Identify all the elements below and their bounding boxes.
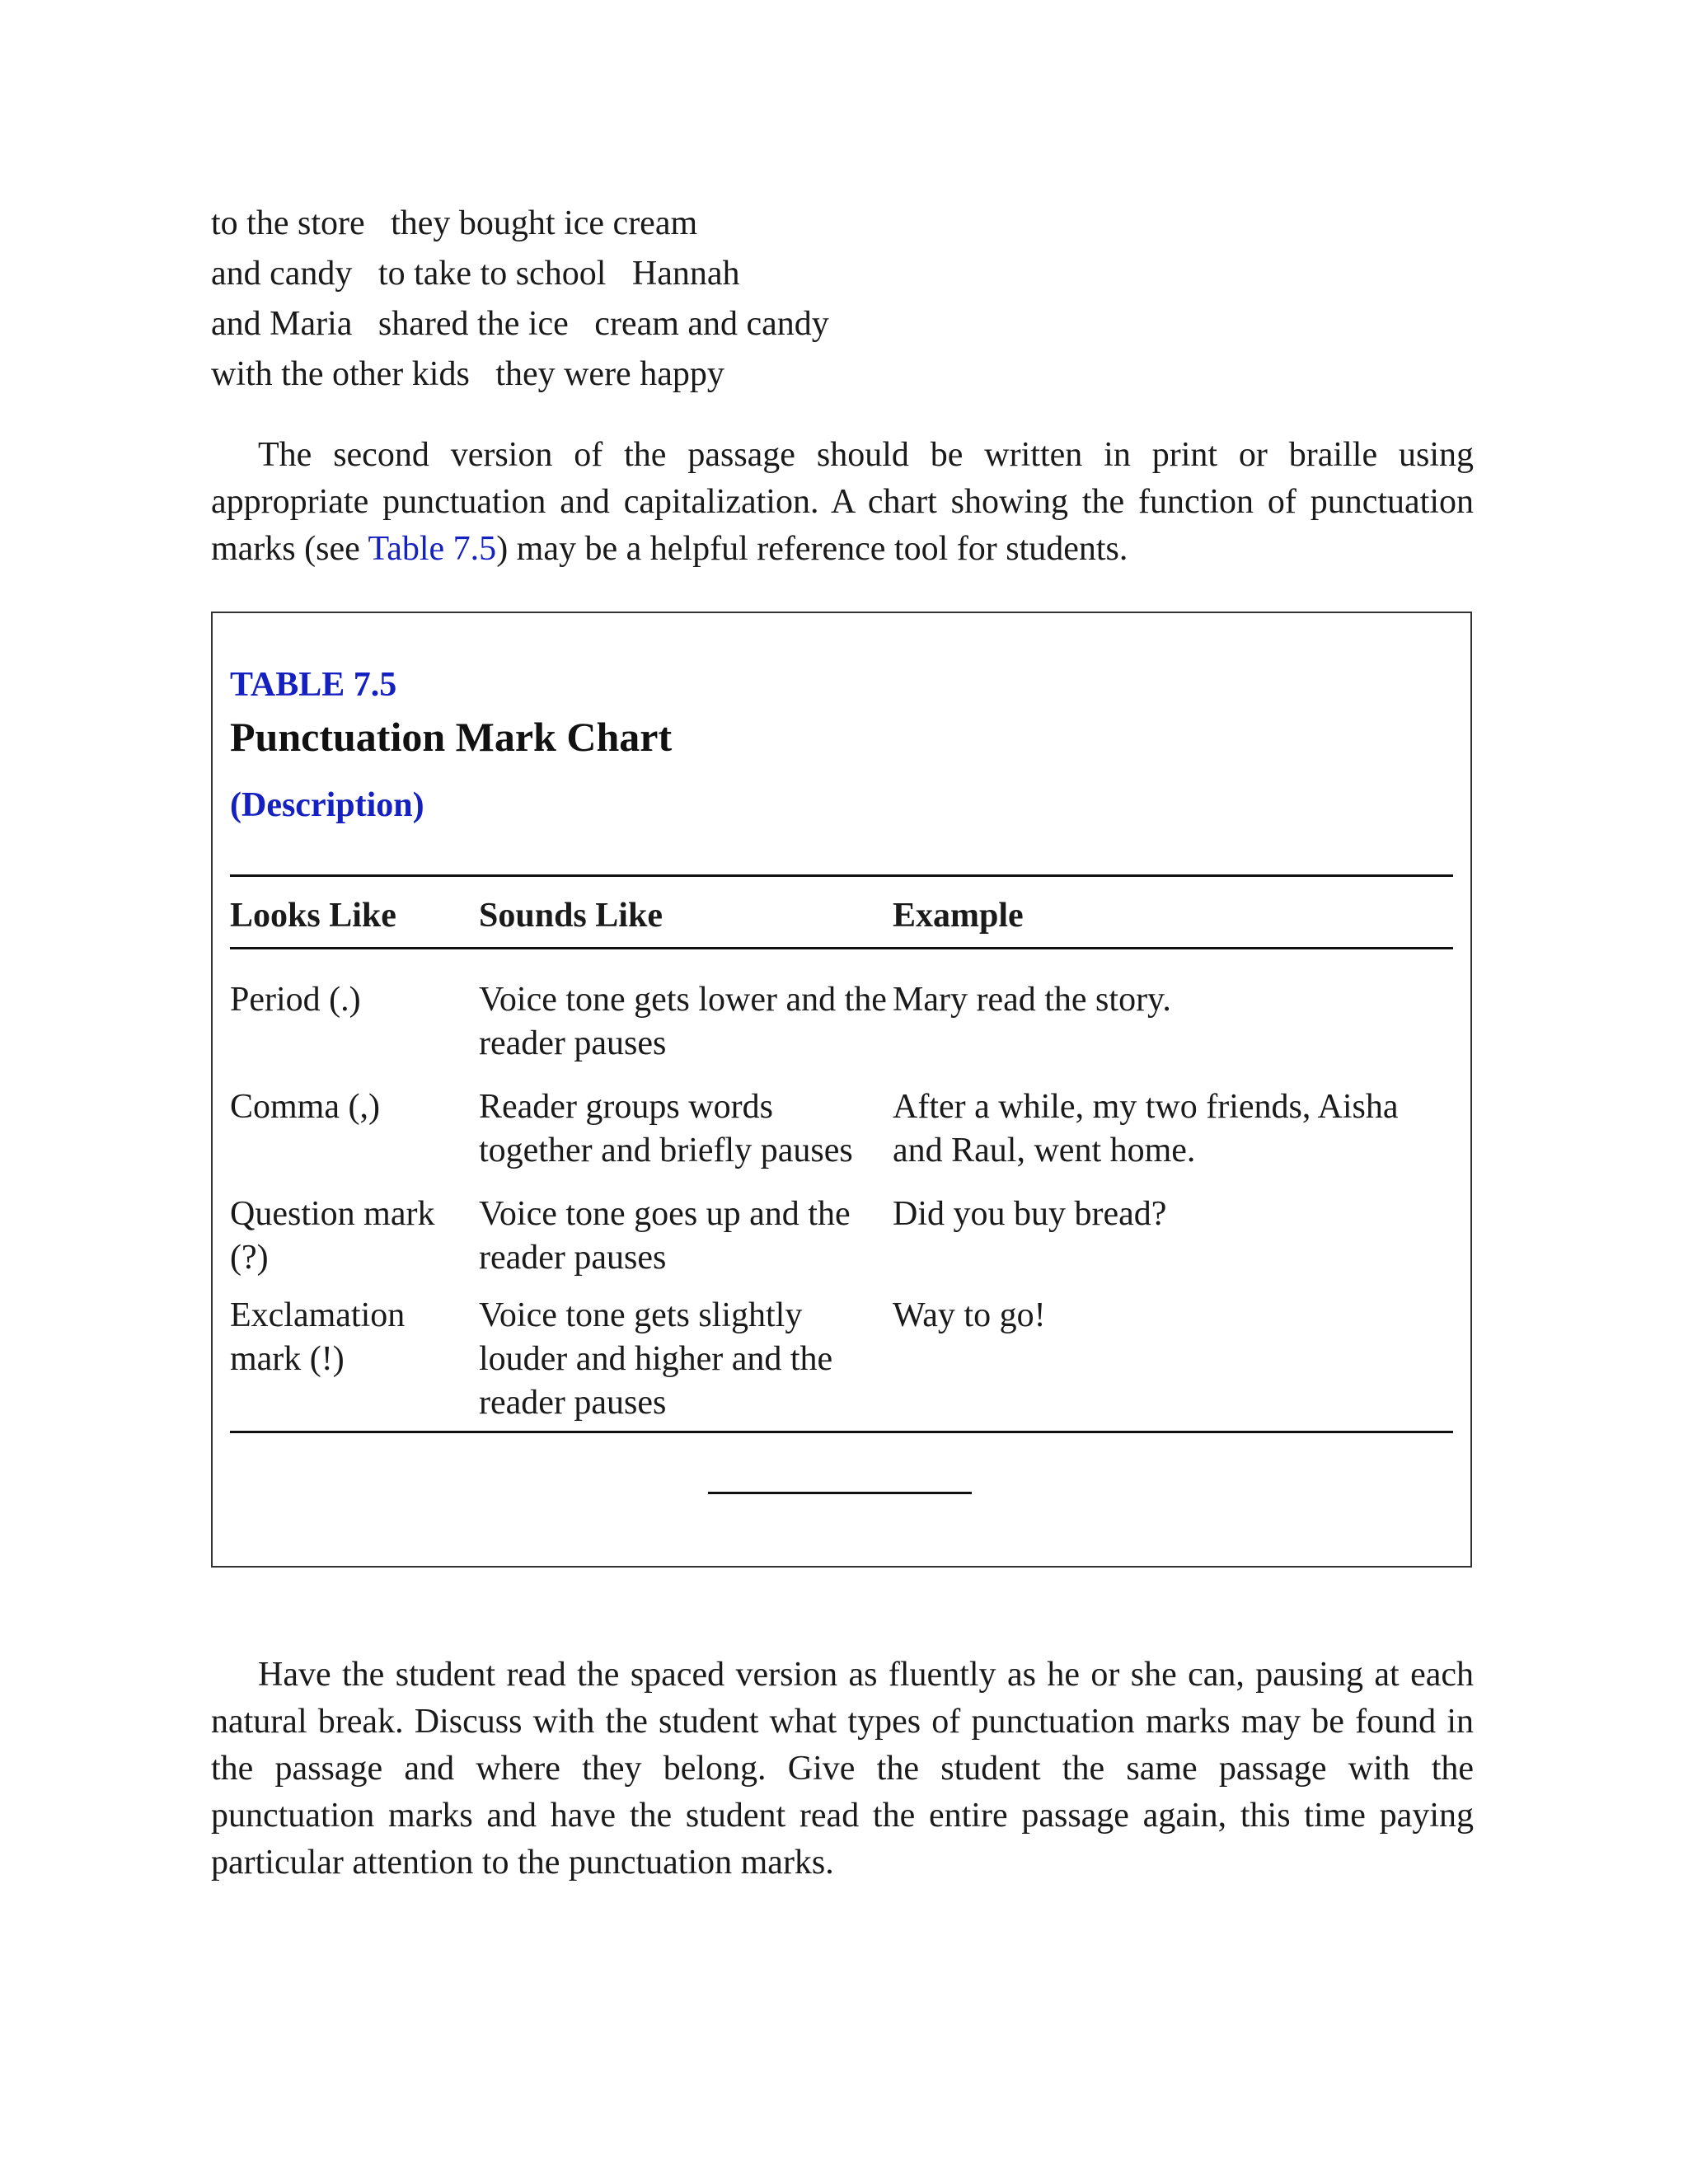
- table-row: [230, 1294, 1453, 1425]
- table-description-link[interactable]: (Description): [230, 786, 424, 824]
- table-end-rule: [708, 1492, 972, 1494]
- cell-sounds-like: Voice tone gets slightly louder and higher and the reader pauses: [479, 1296, 833, 1422]
- paragraph-text: The second version of the passage should be written in print or braille using appropriate punctuation and capitalization. A chart showing the function of punctuation marks (see: [211, 436, 1474, 568]
- table-row: [230, 1085, 1453, 1193]
- cell-looks-like: Period (.): [230, 981, 361, 1019]
- table-row: [230, 940, 1453, 1085]
- cell-sounds-like: Voice tone gets lower and the reader pauses: [479, 981, 887, 1062]
- cell-example: After a while, my two friends, Aisha and Raul, went home.: [893, 1088, 1399, 1169]
- punctuation-table: [230, 894, 1453, 1425]
- cell-looks-like: Question mark (?): [230, 1195, 435, 1277]
- column-header: Looks Like: [230, 897, 396, 935]
- cell-example: Mary read the story.: [893, 981, 1171, 1019]
- column-header: Example: [893, 897, 1024, 935]
- paragraph-text: ) may be a helpful reference tool for students.: [496, 530, 1128, 568]
- cell-looks-like: Comma (,): [230, 1088, 380, 1126]
- table-title: Punctuation Mark Chart: [230, 714, 673, 760]
- spaced-line: with the other kids they were happy: [211, 355, 724, 393]
- cell-example: Way to go!: [893, 1296, 1046, 1334]
- table-row: [230, 1193, 1453, 1294]
- cell-example: Did you buy bread?: [893, 1195, 1167, 1233]
- spaced-line: and candy to take to school Hannah: [211, 255, 740, 293]
- spaced-line: to the store they bought ice cream: [211, 204, 698, 242]
- cell-sounds-like: Reader groups words together and briefly pauses: [479, 1088, 853, 1169]
- cell-looks-like: Exclamation mark (!): [230, 1296, 406, 1378]
- table-header-row: [230, 894, 1453, 940]
- column-header: Sounds Like: [479, 897, 663, 935]
- table-top-rule: [230, 874, 1453, 877]
- table-bottom-rule: [230, 1431, 1453, 1433]
- cell-sounds-like: Voice tone goes up and the reader pauses: [479, 1195, 851, 1277]
- spaced-passage: [211, 199, 829, 400]
- spaced-line: and Maria shared the ice cream and candy: [211, 305, 829, 343]
- paragraph-instructions: Have the student read the spaced version as fluently as he or she can, pausing at each natural break. Discuss with the student what types of punctuation marks may be found in the passage and where they belong. Give the student the same passage with the punctuation marks and have the student read the entire passage again, this time paying particular attention to the punctuation marks.: [211, 1656, 1474, 1882]
- paragraph-second-version: [211, 432, 1474, 573]
- table-7-5-link[interactable]: Table 7.5: [368, 530, 497, 568]
- table-label-link[interactable]: TABLE 7.5: [230, 666, 397, 704]
